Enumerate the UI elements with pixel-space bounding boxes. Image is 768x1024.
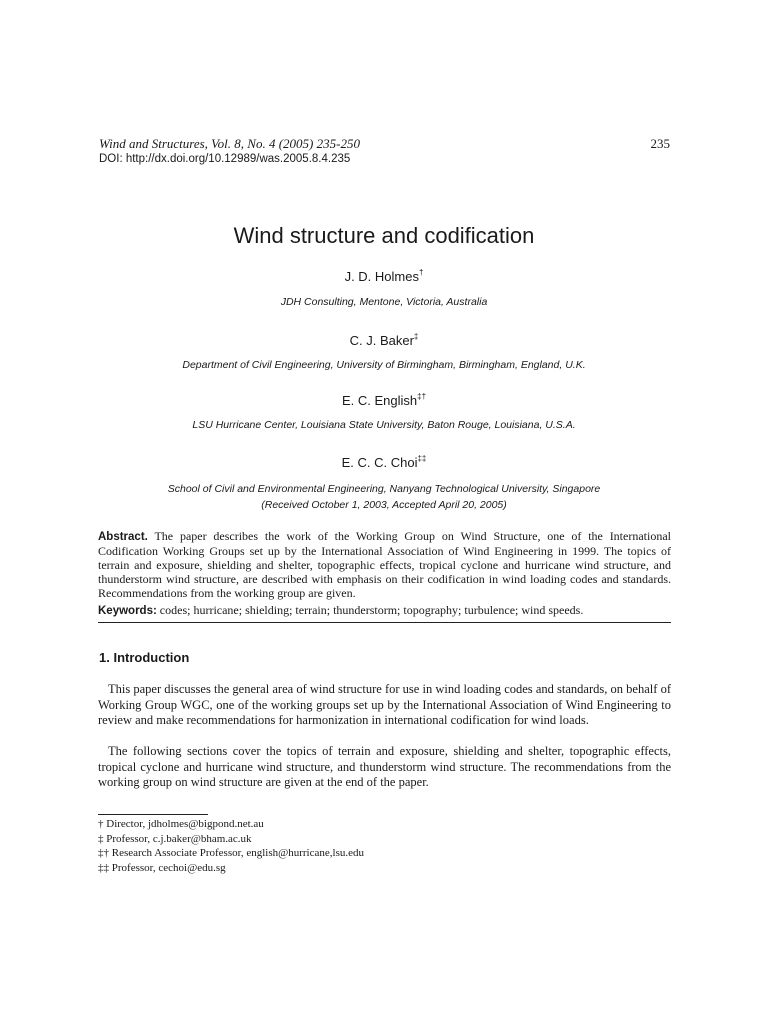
body-paragraph: The following sections cover the topics of terrain and exposure, shielding and shelter, topographic effects, tropical cyclone and hurricane wind structure, and thunderstorm wind structure. The recommendations from the working group on wind structure are given at the end of the paper. <box>98 744 671 789</box>
author-name: J. D. Holmes† <box>344 268 424 284</box>
abstract-text: The paper describes the work of the Working Group on Wind Structure, one of the International Codification Working Groups set up by the International Association of Wind Engineering in 1999. The topics of terrain and exposure, shielding and shelter, topographic effects, tropical cyclone and hurricane wind structure, and thunderstorm wind structure, are described with emphasis on their codification in wind loading codes and standards. Recommendations from the working group are given. <box>98 529 671 600</box>
abstract <box>98 529 671 600</box>
author-mark: ‡‡ <box>417 454 427 463</box>
received-dates: (Received October 1, 2003, Accepted April 20, 2005) <box>261 499 507 511</box>
author-name: E. C. C. Choi‡‡ <box>341 454 427 470</box>
author-mark: ‡† <box>417 392 427 401</box>
paper-title: Wind structure and codification <box>233 223 535 248</box>
author-mark: † <box>418 268 424 277</box>
footnote: ‡‡ Professor, cechoi@edu.sg <box>98 861 226 874</box>
footnotes <box>98 817 364 875</box>
footnote: ‡ Professor, c.j.baker@bham.ac.uk <box>98 832 252 845</box>
author-affiliation: JDH Consulting, Mentone, Victoria, Australia <box>280 296 488 308</box>
abstract-label: Abstract. <box>98 531 148 543</box>
keywords <box>98 603 671 618</box>
footnote: ‡† Research Associate Professor, english@hurricane,lsu.edu <box>98 847 364 859</box>
author-name: C. J. Baker‡ <box>349 332 419 348</box>
keywords-text: codes; hurricane; shielding; terrain; thunderstorm; topography; turbulence; wind speeds. <box>159 603 584 617</box>
footnote: † Director, jdholmes@bigpond.net.au <box>98 818 264 830</box>
journal-citation: Wind and Structures, Vol. 8, No. 4 (2005) 235-250 <box>99 136 360 151</box>
author-affiliation: School of Civil and Environmental Engineering, Nanyang Technological University, Singapore <box>167 483 601 495</box>
author-affiliation: Department of Civil Engineering, University of Birmingham, Birmingham, England, U.K. <box>182 359 586 371</box>
footnote-divider <box>98 814 208 815</box>
section-heading: 1. Introduction <box>99 650 190 665</box>
section-divider <box>98 622 671 623</box>
body-paragraph: This paper discusses the general area of wind structure for use in wind loading codes and standards, on behalf of Working Group WGC, one of the working groups set up by the International Association of Wind Engineering to review and make recommendations for harmonization in international codification for wind loads. <box>98 682 671 727</box>
page-number: 235 <box>650 136 670 151</box>
author-name: E. C. English‡† <box>341 392 427 408</box>
keywords-label: Keywords: <box>98 605 157 617</box>
author-affiliation: LSU Hurricane Center, Louisiana State University, Baton Rouge, Louisiana, U.S.A. <box>192 419 576 431</box>
doi-line: DOI: http://dx.doi.org/10.12989/was.2005.8.4.235 <box>99 153 351 165</box>
author-mark: ‡ <box>413 332 419 341</box>
